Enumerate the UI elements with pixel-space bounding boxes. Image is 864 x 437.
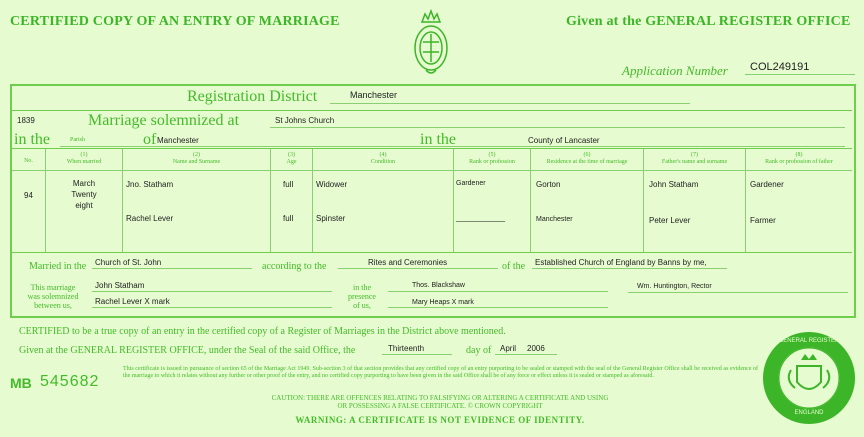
col-header-father: (7) Father's name and surname bbox=[661, 152, 728, 165]
col-header-age: (3) Age bbox=[286, 152, 297, 165]
in-the-county-label: in the bbox=[420, 131, 456, 148]
certificate-title: CERTIFIED COPY OF AN ENTRY OF MARRIAGE bbox=[10, 14, 340, 29]
rites-value: Rites and Ceremonies bbox=[368, 258, 448, 267]
marriage-place: St Johns Church bbox=[275, 116, 335, 125]
county-value: County of Lancaster bbox=[528, 136, 600, 145]
bride-age: full bbox=[283, 214, 294, 223]
col-header-residence: (6) Residence at the time of marriage bbox=[546, 152, 628, 165]
day-of-label: day of bbox=[466, 345, 492, 356]
certified-statement: CERTIFIED to be a true copy of an entry in the certified copy of a Register of Marriages in the District above mentioned. bbox=[19, 326, 506, 337]
presence-label: in the presence of us, bbox=[348, 283, 376, 310]
bride-residence: Manchester bbox=[536, 216, 573, 223]
seal-text-bottom: ENGLAND bbox=[794, 410, 824, 416]
parish-label: Parish bbox=[70, 137, 85, 143]
bride-signature: Rachel Lever X mark bbox=[95, 297, 170, 306]
serial-number: 545682 bbox=[40, 373, 100, 390]
bride-father-rank: Farmer bbox=[750, 216, 776, 225]
registration-district-label: Registration District bbox=[187, 88, 318, 105]
col-header-father-rank: (8) Rank or profession of father bbox=[765, 152, 833, 165]
groom-condition: Widower bbox=[316, 180, 348, 189]
marriage-solemnized-label: Marriage solemnized at bbox=[88, 112, 240, 129]
legal-notice: This certificate is issued in pursuance of section 65 of the Marriage Act 1949. Sub-section 3 of that section provides that any certified copy of an entry purporting to be sealed or stamped with the seal of the General Register Office shall be received as evidence of the marriage to which it relates without any further or other proof of the entry, and no certified copy purporting to have been given in the said Office shall be of any force or effect unless it is sealed or stamped as aforesaid. bbox=[123, 366, 758, 379]
col-header-rank: (5) Rank or profession bbox=[469, 152, 515, 165]
groom-father-rank: Gardener bbox=[750, 180, 784, 189]
bride-condition: Spinster bbox=[316, 214, 346, 223]
of-label: of bbox=[143, 131, 157, 148]
in-the-label: in the bbox=[14, 131, 50, 148]
certified-month: April bbox=[500, 344, 517, 353]
certified-day: Thirteenth bbox=[388, 344, 425, 353]
royal-crest-icon bbox=[408, 8, 454, 78]
entry-date: March Twenty eight bbox=[71, 179, 97, 210]
identity-warning: WARNING: A CERTIFICATE IS NOT EVIDENCE OF IDENTITY. bbox=[295, 415, 585, 425]
caution-notice: CAUTION: THERE ARE OFFENCES RELATING TO FALSIFYING OR ALTERING A CERTIFICATE AND USING OR POSSESSING A FALSE CERTIFICATE. © CROWN COPYRIGHT bbox=[271, 394, 609, 410]
groom-rank: Gardener bbox=[456, 180, 486, 187]
witness-2: Mary Heaps X mark bbox=[412, 299, 474, 306]
serial-prefix: MB bbox=[10, 375, 32, 391]
seal-text-top: GENERAL REGISTER bbox=[778, 338, 840, 344]
col-header-condition: (4) Condition bbox=[370, 152, 395, 165]
bride-father: Peter Lever bbox=[649, 216, 691, 225]
col-header-when-married: (1) When married bbox=[66, 152, 102, 165]
col-header-no: No. bbox=[24, 158, 33, 164]
groom-name: Jno. Statham bbox=[126, 180, 174, 189]
entry-number: 94 bbox=[24, 191, 33, 200]
marriage-year: 1839 bbox=[17, 116, 35, 125]
given-at-statement: Given at the GENERAL REGISTER OFFICE, under the Seal of the said Office, the bbox=[19, 345, 356, 356]
married-in-place: Church of St. John bbox=[95, 258, 162, 267]
married-in-label: Married in the bbox=[29, 261, 87, 272]
col-header-name: (2) Name and Surname bbox=[172, 152, 221, 165]
church-value: Established Church of England by Banns by me, bbox=[535, 258, 707, 267]
register-office-seal-icon bbox=[761, 330, 857, 426]
parish-value: Manchester bbox=[157, 136, 199, 145]
according-label: according to the bbox=[262, 261, 327, 272]
groom-age: full bbox=[283, 180, 294, 189]
certified-year: 2006 bbox=[527, 344, 545, 353]
application-number: COL249191 bbox=[750, 61, 810, 73]
issuer-title: Given at the GENERAL REGISTER OFFICE bbox=[566, 14, 851, 29]
groom-signature: John Statham bbox=[95, 281, 145, 290]
groom-residence: Gorton bbox=[536, 180, 561, 189]
registration-district-value: Manchester bbox=[350, 90, 398, 100]
of-the-label: of the bbox=[502, 261, 526, 272]
application-number-label: Application Number bbox=[622, 63, 728, 78]
officiant: Wm. Huntington, Rector bbox=[637, 283, 712, 290]
witness-1: Thos. Blackshaw bbox=[412, 282, 465, 289]
solemnized-between-label: This marriage was solemnized between us, bbox=[27, 283, 79, 310]
groom-father: John Statham bbox=[649, 180, 699, 189]
bride-rank: ___________ bbox=[456, 213, 505, 222]
bride-name: Rachel Lever bbox=[126, 214, 174, 223]
